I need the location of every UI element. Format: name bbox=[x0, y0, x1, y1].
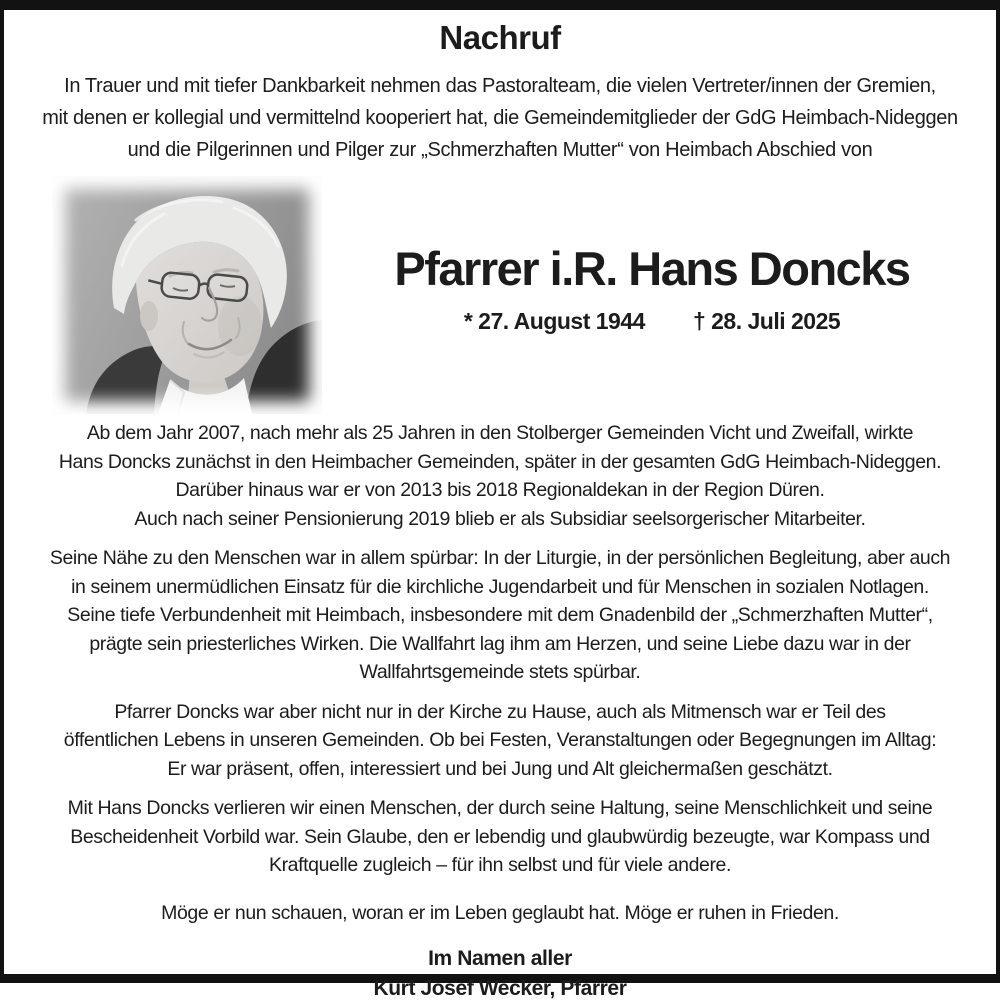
paragraph-line: Auch nach seiner Pensionierung 2019 blieb er als Subsidiar seelsorgerischer Mitarbeiter. bbox=[134, 507, 866, 530]
intro-line: und die Pilgerinnen und Pilger zur „Schmerzhaften Mutter“ von Heimbach Abschied von bbox=[127, 139, 873, 161]
name-block bbox=[322, 242, 982, 349]
deceased-name: Pfarrer i.R. Hans Doncks bbox=[394, 241, 910, 295]
body-paragraphs bbox=[18, 419, 982, 880]
intro-line: mit denen er kollegial und vermittelnd kooperiert hat, die Gemeindemitglieder der GdG Heimbach-Nideggen bbox=[42, 107, 958, 129]
paragraph bbox=[18, 419, 982, 533]
paragraph-line: Hans Doncks zunächst in den Heimbacher Gemeinden, später in der gesamten GdG Heimbach-Nideggen. bbox=[58, 450, 942, 473]
life-dates bbox=[464, 308, 840, 335]
paragraph bbox=[18, 794, 982, 880]
paragraph-line: prägte sein priesterliches Wirken. Die Wallfahrt lag ihm am Herzen, und seine Liebe dazu war in der bbox=[89, 632, 911, 655]
birth-date: * 27. August 1944 bbox=[463, 307, 645, 334]
paragraph bbox=[18, 544, 982, 687]
paragraph-line: Er war präsent, offen, interessiert und bei Jung und Alt gleichermaßen geschätzt. bbox=[167, 757, 833, 780]
portrait-photo bbox=[52, 176, 322, 414]
paragraph-line: Wallfahrtsgemeinde stets spürbar. bbox=[359, 661, 641, 683]
paragraph-line: Pfarrer Doncks war aber nicht nur in der Kirche zu Hause, auch als Mitmensch war er Teil des bbox=[114, 700, 886, 723]
notice-title: Nachruf bbox=[439, 19, 561, 56]
paragraph-line: Kraftquelle zugleich – für ihn selbst und für viele andere. bbox=[268, 854, 732, 876]
signature bbox=[18, 944, 982, 1004]
signature-line: Im Namen aller bbox=[428, 947, 572, 970]
paragraph-line: Ab dem Jahr 2007, nach mehr als 25 Jahren in den Stolberger Gemeinden Vicht und Zweifall, wirkte bbox=[86, 422, 914, 444]
paragraph-line: öffentlichen Lebens in unseren Gemeinden. Ob bei Festen, Veranstaltungen oder Begegnungen im Alltag: bbox=[63, 729, 937, 751]
paragraph-line: Mit Hans Doncks verlieren wir einen Menschen, der durch seine Haltung, seine Menschlichkeit und seine bbox=[67, 797, 933, 819]
paragraph-line: Seine tiefe Verbundenheit mit Heimbach, insbesondere mit dem Gnadenbild der „Schmerzhaften Mutter“, bbox=[67, 604, 933, 626]
paragraph-line: Darüber hinaus war er von 2013 bis 2018 Regionaldekan in der Region Düren. bbox=[175, 479, 825, 501]
signature-line: Kurt Josef Wecker, Pfarrer bbox=[373, 977, 627, 1000]
header-row bbox=[18, 175, 982, 415]
closing-line: Möge er nun schauen, woran er im Leben geglaubt hat. Möge er ruhen in Frieden. bbox=[161, 901, 839, 924]
portrait-image bbox=[52, 176, 322, 414]
intro-text bbox=[18, 70, 982, 166]
paragraph-line: Bescheidenheit Vorbild war. Sein Glaube, den er lebendig und glaubwürdig bezeugte, war Kompass und bbox=[70, 825, 930, 848]
paragraph-line: Seine Nähe zu den Menschen war in allem spürbar: In der Liturgie, in der persönlichen Begleitung, aber auch bbox=[49, 547, 951, 569]
intro-line: In Trauer und mit tiefer Dankbarkeit nehmen das Pastoralteam, die vielen Vertreter/innen der Gremien, bbox=[64, 75, 936, 97]
paragraph-line: in seinem unermüdlichen Einsatz für die kirchliche Jugendarbeit und für Menschen in sozialen Notlagen. bbox=[71, 575, 929, 598]
paragraph bbox=[18, 698, 982, 784]
death-date: † 28. Juli 2025 bbox=[692, 307, 841, 334]
